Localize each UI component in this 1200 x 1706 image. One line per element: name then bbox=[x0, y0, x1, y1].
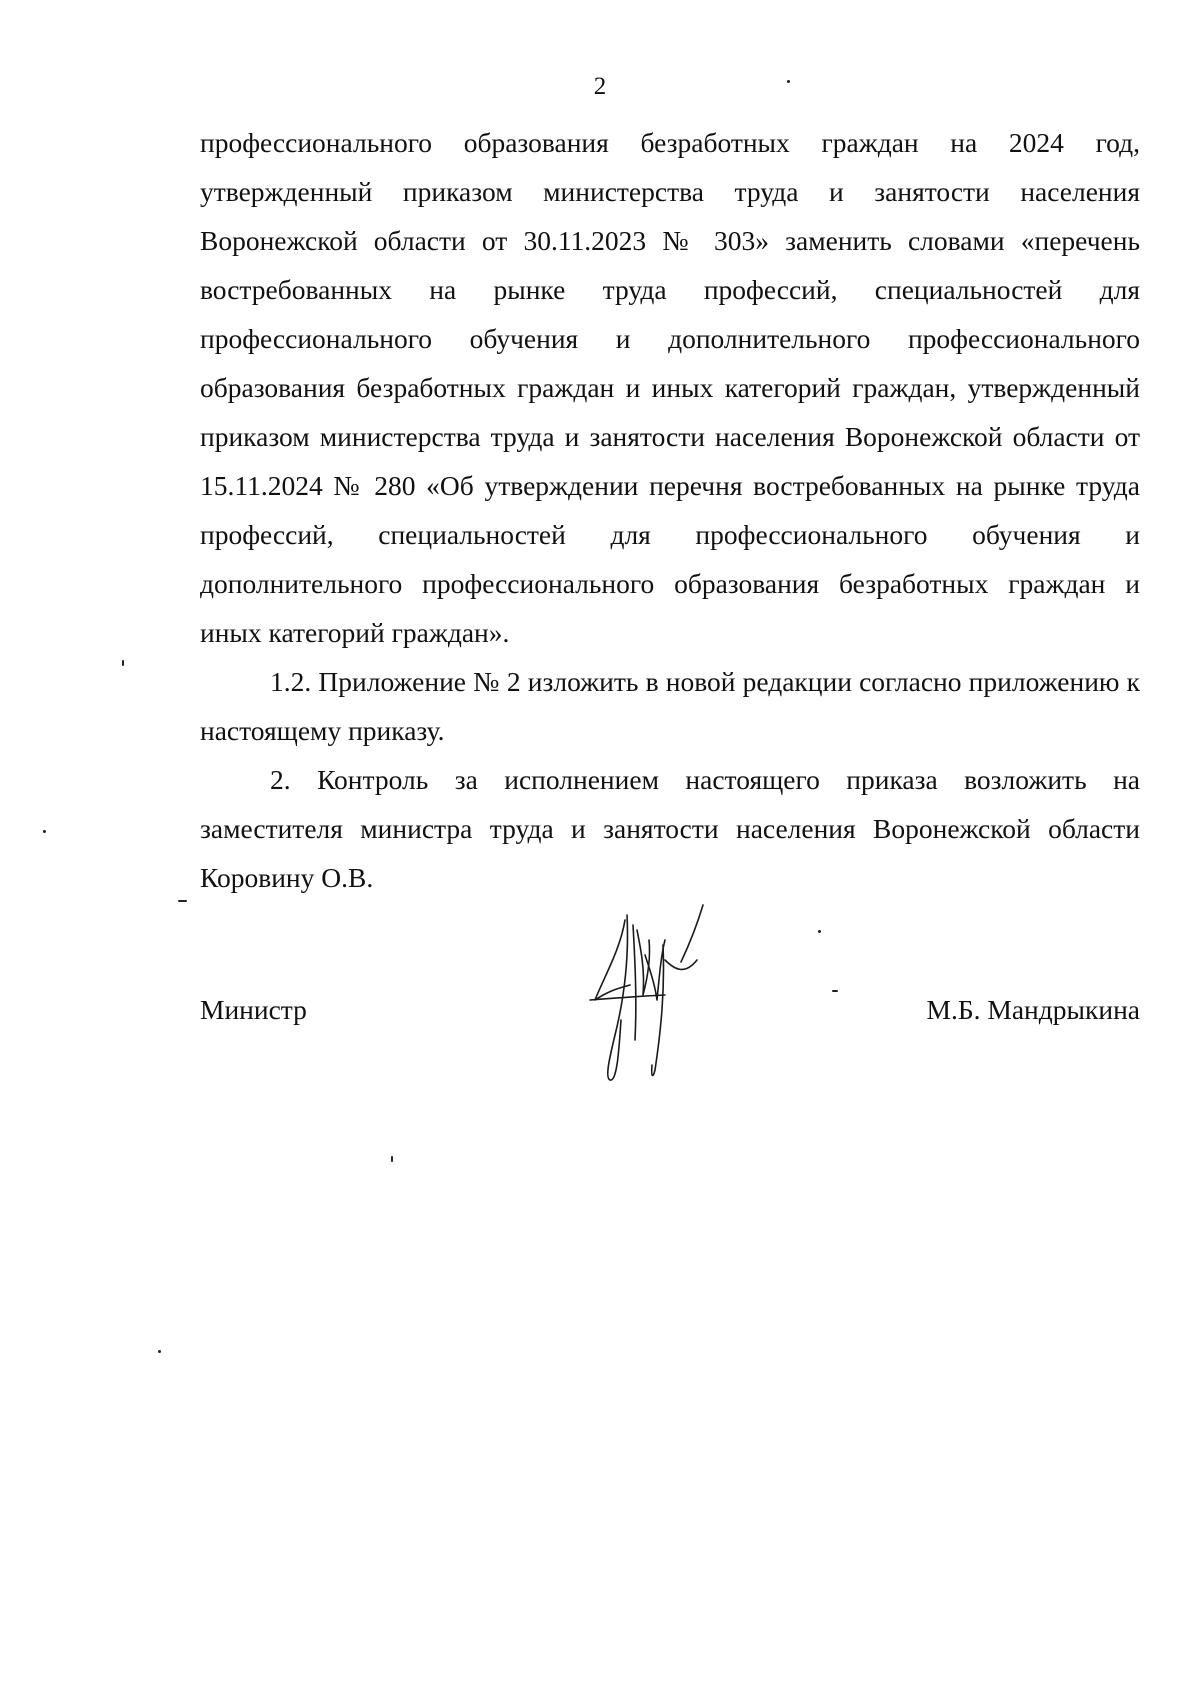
signatory-title: Министр bbox=[200, 994, 307, 1025]
paragraph-continuation: профессионального образования безработных граждан на 2024 год, утвержденный приказом министерства труда и занятости населения Воронежской области от 30.11.2023 № 303» заменить словами «перечень востребованных на рынке труда профессий, специальностей для профессионального обучения и дополнительного профессионального образования безработных граждан и иных категорий граждан, утвержденный приказом министерства труда и занятости населения Воронежской области от 15.11.2024 № 280 «Об утверждении перечня востребованных на рынке труда профессий, специальностей для профессионального обучения и дополнительного профессионального образования безработных граждан и иных категорий граждан». bbox=[200, 127, 1140, 648]
scan-speck bbox=[391, 1156, 393, 1162]
document-body bbox=[200, 118, 1140, 902]
signatory-name: М.Б. Мандрыкина bbox=[926, 994, 1140, 1025]
scan-speck bbox=[787, 80, 790, 83]
paragraph-item-1-2: 1.2. Приложение № 2 изложить в новой редакции согласно приложению к настоящему приказу. bbox=[200, 666, 1140, 746]
scan-speck bbox=[158, 1350, 161, 1353]
scan-speck bbox=[178, 900, 187, 902]
scan-speck bbox=[43, 830, 46, 833]
scan-speck bbox=[818, 930, 821, 933]
paragraph-item-2: 2. Контроль за исполнением настоящего приказа возложить на заместителя министра труда и занятости населения Воронежской области Коровину О.В. bbox=[200, 764, 1140, 893]
scan-speck bbox=[122, 660, 124, 666]
scan-speck bbox=[832, 990, 838, 992]
signature-block bbox=[200, 990, 1140, 1030]
page-number: 2 bbox=[593, 73, 607, 100]
